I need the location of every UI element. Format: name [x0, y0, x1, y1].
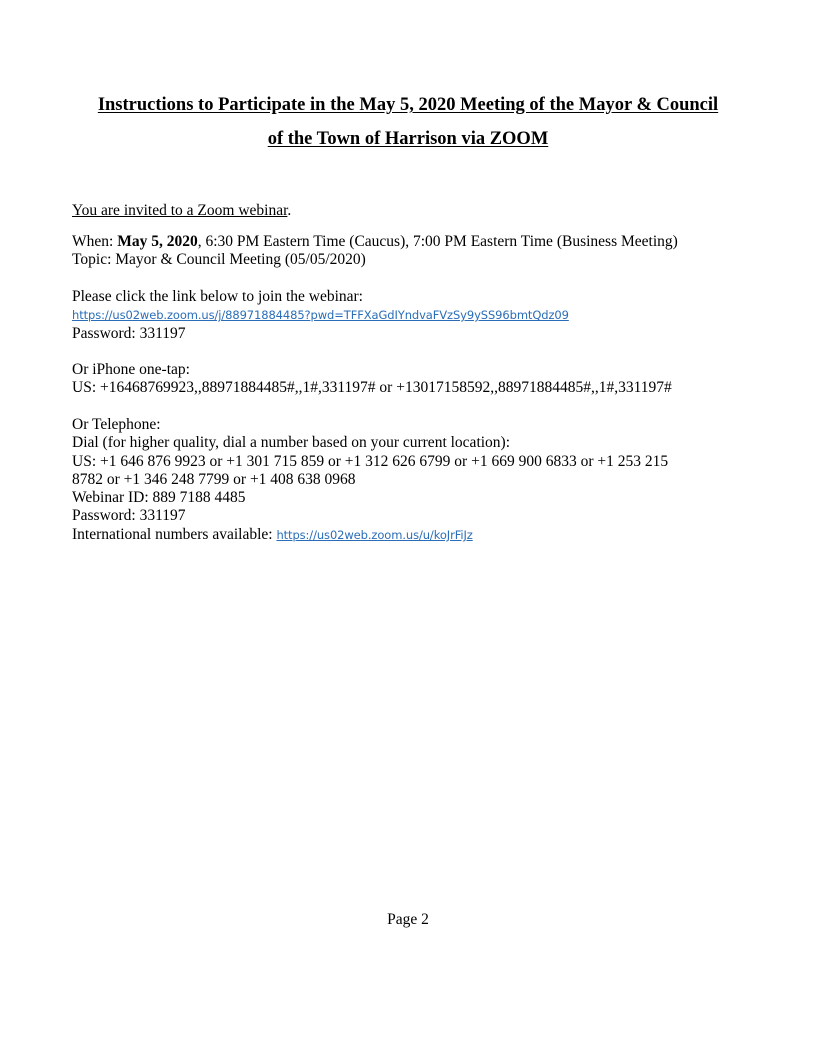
telephone-dial-note: Dial (for higher quality, dial a number based on your current location):	[72, 434, 511, 452]
meeting-info-block	[72, 233, 752, 270]
when-line	[72, 233, 752, 251]
telephone-password: Password: 331197	[72, 507, 186, 525]
webinar-join-link[interactable]: https://us02web.zoom.us/j/88971884485?pwd=TFFXaGdIYndvaFVzSy9ySS96bmtQdz09	[72, 308, 569, 323]
when-label: When:	[72, 233, 118, 250]
international-numbers-link[interactable]: https://us02web.zoom.us/u/koJrFiJz	[276, 527, 473, 542]
document-title-line-1: Instructions to Participate in the May 5, 2020 Meeting of the Mayor & Council	[97, 95, 719, 115]
telephone-numbers-line-1: US: +1 646 876 9923 or +1 301 715 859 or +1 312 626 6799 or +1 669 900 6833 or +1 253 215	[72, 452, 669, 470]
join-link-block	[72, 288, 752, 343]
join-prompt: Please click the link below to join the webinar:	[72, 288, 363, 305]
telephone-heading: Or Telephone:	[72, 416, 161, 433]
international-line	[72, 526, 752, 544]
telephone-block	[72, 416, 752, 544]
page-number: Page 2	[387, 911, 429, 928]
webinar-id: Webinar ID: 889 7188 4485	[72, 489, 246, 507]
international-label: International numbers available:	[72, 525, 277, 543]
join-password: Password: 331197	[72, 324, 186, 342]
topic-line: Topic: Mayor & Council Meeting (05/05/2020)	[72, 251, 366, 269]
iphone-block	[72, 361, 752, 398]
iphone-heading: Or iPhone one-tap:	[72, 361, 190, 378]
document-title-line-2: of the Town of Harrison via ZOOM	[267, 129, 549, 149]
invite-period: .	[287, 202, 292, 219]
when-date: May 5, 2020	[117, 233, 198, 250]
invite-underlined: You are invited to a Zoom webinar	[72, 202, 288, 219]
telephone-numbers-line-2: 8782 or +1 346 248 7799 or +1 408 638 0968	[72, 470, 356, 488]
invite-text	[72, 202, 291, 220]
when-details: , 6:30 PM Eastern Time (Caucus), 7:00 PM Eastern Time (Business Meeting)	[197, 233, 678, 250]
iphone-numbers: US: +16468769923,,88971884485#,,1#,331197# or +13017158592,,88971884485#,,1#,331197#	[72, 379, 672, 397]
